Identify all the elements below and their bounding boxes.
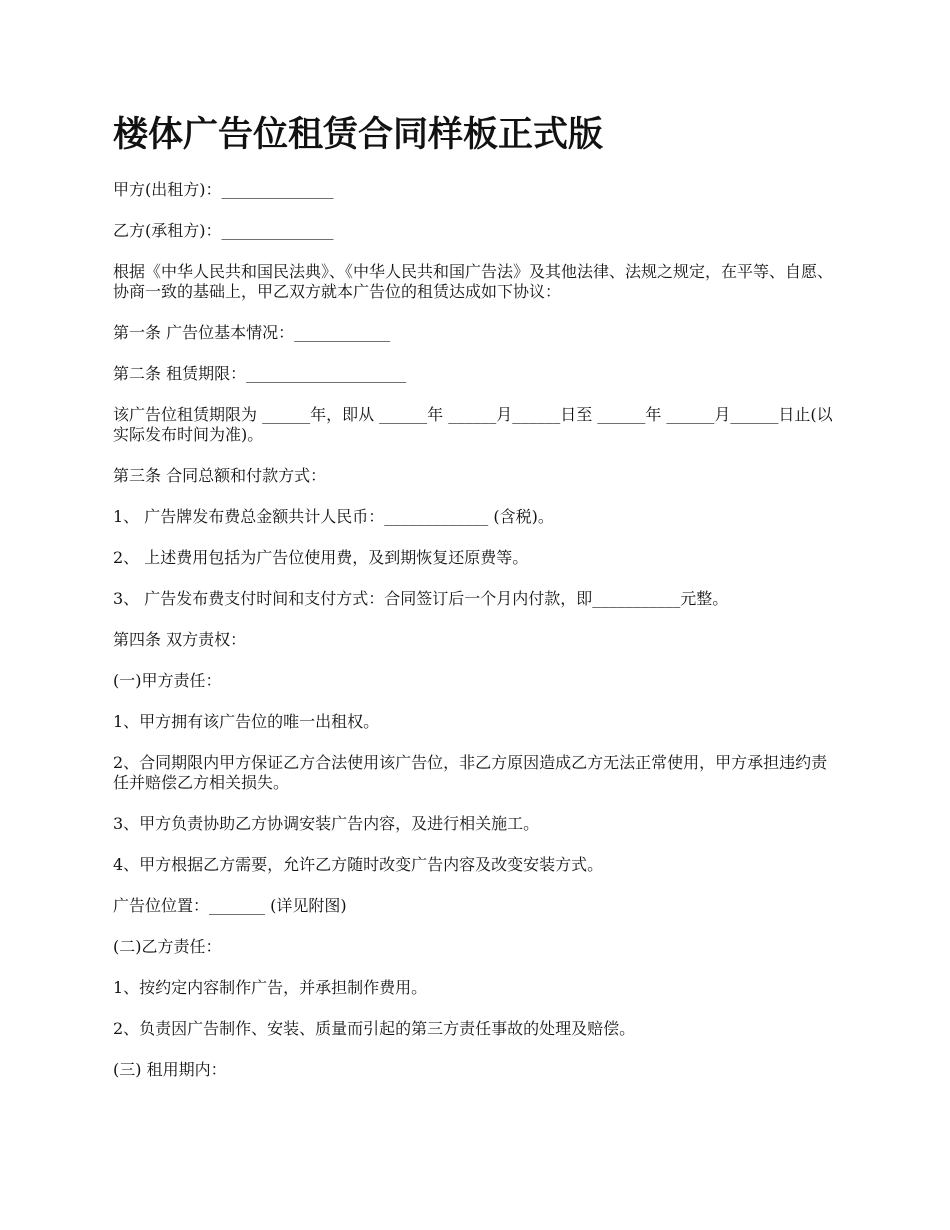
- preamble-paragraph: 根据《中华人民共和国民法典》、《中华人民共和国广告法》及其他法律、法规之规定，在平等、自愿、协商一致的基础上，甲乙双方就本广告位的租赁达成如下协议：: [113, 262, 834, 301]
- payment-item-2: 2、 上述费用包括为广告位使用费，及到期恢复还原费等。: [113, 548, 529, 567]
- party-a-duty-4: 4、甲方根据乙方需要，允许乙方随时改变广告内容及改变安装方式。: [113, 855, 604, 874]
- party-b-duty-1: 1、按约定内容制作广告，并承担制作费用。: [113, 978, 428, 997]
- article-3: 第三条 合同总额和付款方式：: [113, 466, 327, 485]
- party-a-line: 甲方(出租方)：______________: [113, 180, 334, 199]
- document-title: 楼体广告位租赁合同样板正式版: [113, 115, 604, 155]
- article-4: 第四条 双方责权：: [113, 630, 247, 649]
- payment-item-3: 3、 广告发布费支付时间和支付方式：合同签订后一个月内付款，即___________元整。: [113, 589, 729, 608]
- party-a-duty-1: 1、甲方拥有该广告位的唯一出租权。: [113, 712, 380, 731]
- document-page: [113, 110, 843, 1101]
- article-1: 第一条 广告位基本情况：____________: [113, 323, 391, 342]
- lease-term-paragraph: 该广告位租赁期限为 ______年，即从 ______年 ______月______日至 ______年 ______月______日止(以实际发布时间为准)。: [113, 405, 833, 444]
- lease-period-heading: (三) 租用期内：: [113, 1060, 227, 1079]
- payment-item-1: 1、 广告牌发布费总金额共计人民币：_____________ (含税)。: [113, 507, 554, 526]
- ad-location-line: 广告位位置：_______ (详见附图): [113, 896, 347, 915]
- party-a-duty-3: 3、甲方负责协助乙方协调安装广告内容，及进行相关施工。: [113, 814, 540, 833]
- article-2: 第二条 租赁期限：____________________: [113, 364, 407, 383]
- party-a-duties-heading: (一)甲方责任：: [113, 671, 222, 690]
- party-b-duties-heading: (二)乙方责任：: [113, 937, 222, 956]
- party-a-duty-2: 2、合同期限内甲方保证乙方合法使用该广告位，非乙方原因造成乙方无法正常使用，甲方承担违约责任并赔偿乙方相关损失。: [113, 753, 828, 792]
- party-b-duty-2: 2、负责因广告制作、安装、质量而引起的第三方责任事故的处理及赔偿。: [113, 1019, 636, 1038]
- party-b-line: 乙方(承租方)：______________: [113, 221, 334, 240]
